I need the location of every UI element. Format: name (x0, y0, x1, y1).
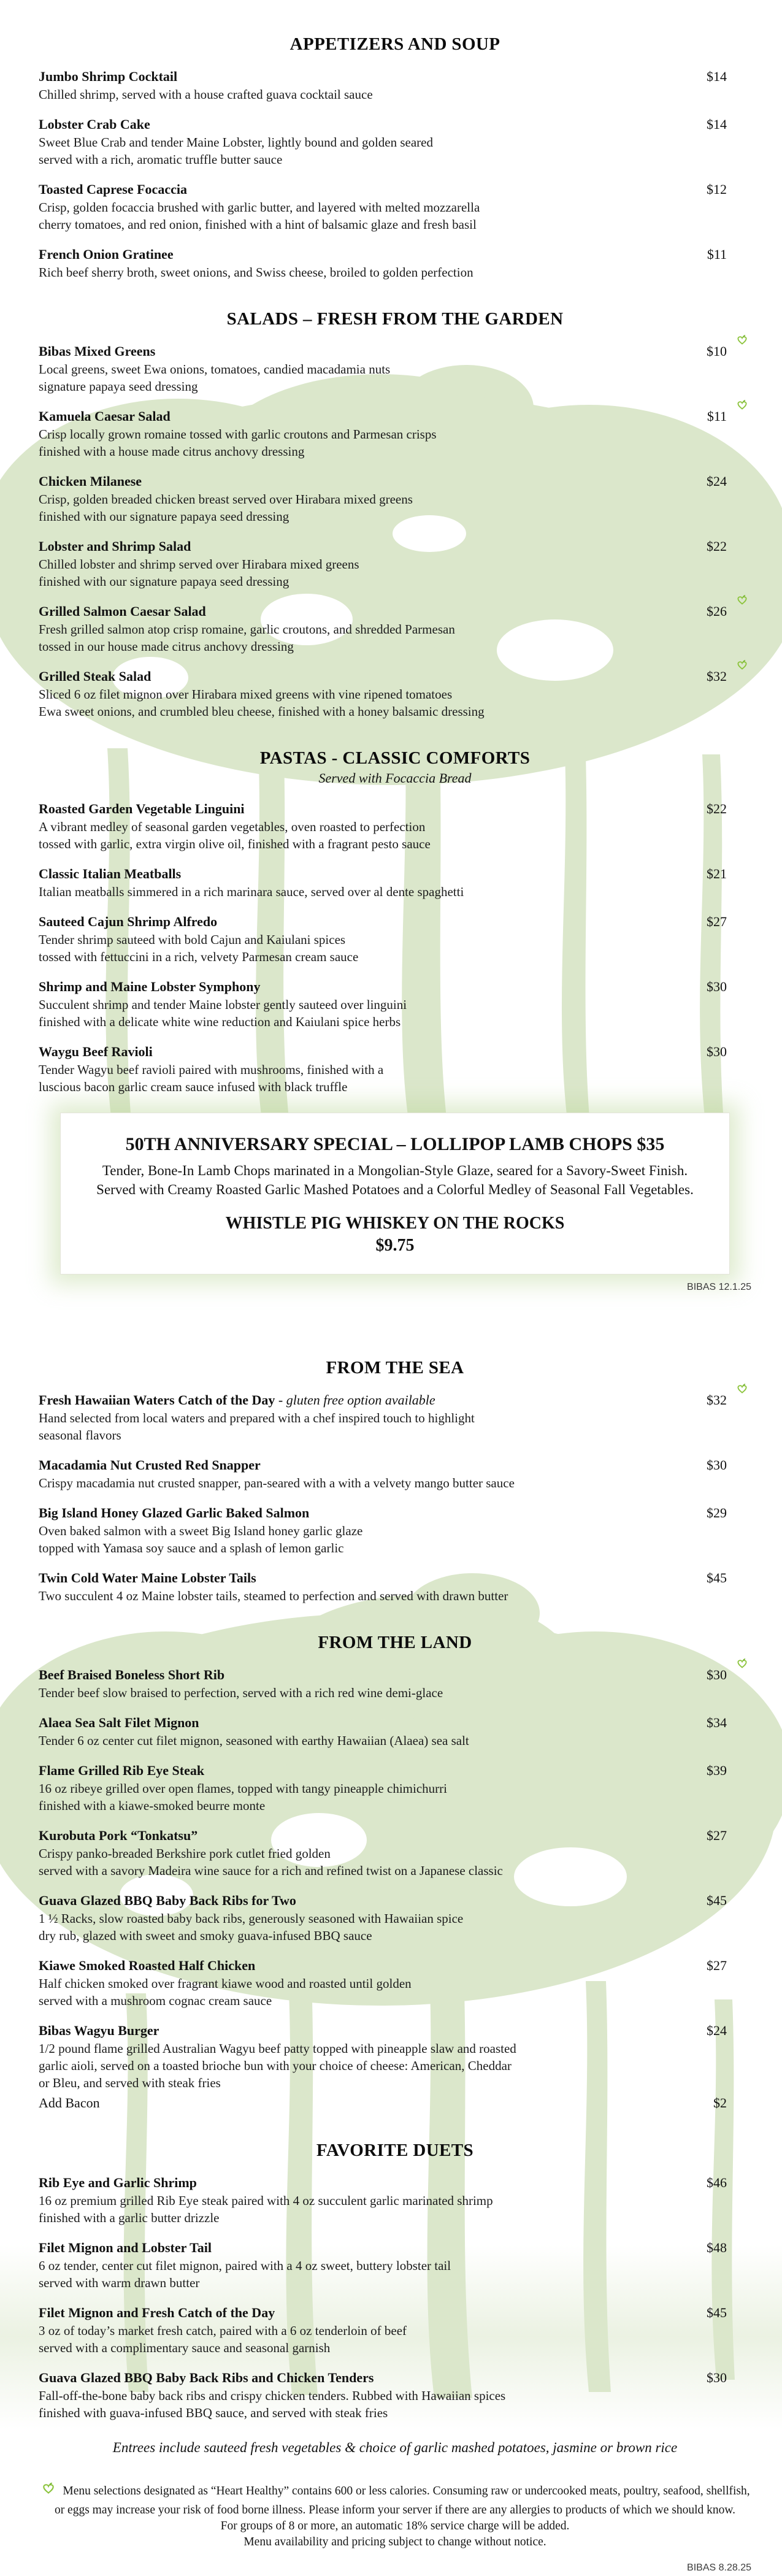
icon-slot-empty (727, 913, 751, 926)
item-name (39, 2304, 684, 2322)
menu-section (39, 1357, 751, 1604)
section-title: PASTAS - CLASSIC COMFORTS (259, 748, 531, 768)
item-row (39, 1504, 751, 1522)
menu-section (39, 747, 751, 1095)
item-description-line: served with a complimentary sauce and seasonal garnish (39, 2340, 331, 2355)
item-name-text: Bibas Mixed Greens (39, 343, 156, 359)
item-description-line: 6 oz tender, center cut filet mignon, paired with a 4 oz sweet, buttery lobster tail (39, 2258, 451, 2273)
icon-slot-empty (727, 1043, 751, 1056)
item-name (39, 1714, 684, 1732)
menu-item (39, 1957, 751, 2009)
item-row (39, 180, 751, 199)
item-description-line: served with a rich, aromatic truffle butter sauce (39, 152, 283, 167)
item-name-text: Chicken Milanese (39, 473, 142, 489)
item-description-line: or Bleu, and served with steak fries (39, 2076, 221, 2090)
item-description-line: Tender 6 oz center cut filet mignon, seasoned with earthy Hawaiian (Alaea) sea salt (39, 1733, 469, 1748)
item-description-line: signature papaya seed dressing (39, 379, 198, 394)
item-description-line: Ewa sweet onions, and crumbled bleu cheese, finished with a honey balsamic dressing (39, 704, 485, 719)
item-description-line: finished with a house made citrus anchovy dressing (39, 444, 305, 459)
item-description-line: tossed with garlic, extra virgin olive oil, finished with a fragrant pesto sauce (39, 837, 431, 851)
menu-item (39, 67, 751, 103)
item-price: $14 (707, 69, 727, 84)
item-name-text: Kurobuta Pork “Tonkatsu” (39, 1828, 198, 1843)
item-name-text: Lobster Crab Cake (39, 117, 150, 132)
menu-item (39, 1043, 751, 1095)
item-price: $27 (707, 1828, 727, 1843)
item-name-text: Roasted Garden Vegetable Linguini (39, 801, 245, 816)
item-name-text: Waygu Beef Ravioli (39, 1044, 153, 1059)
section-subtitle: Served with Focaccia Bread (318, 770, 472, 786)
item-name-text: Shrimp and Maine Lobster Symphony (39, 979, 261, 994)
item-name (39, 1569, 684, 1587)
item-name-text: Grilled Steak Salad (39, 669, 151, 684)
item-row (39, 1569, 751, 1587)
item-row (39, 865, 751, 883)
item-description-line: finished with guava-infused BBQ sauce, and served with steak fries (39, 2405, 388, 2420)
item-name (39, 67, 684, 86)
item-name (39, 1504, 684, 1522)
item-name (39, 407, 684, 426)
item-description-line: Tender shrimp sauteed with bold Cajun and Kaiulani spices (39, 932, 346, 947)
item-description-line: Hand selected from local waters and prepared with a chef inspired touch to highlight (39, 1411, 475, 1425)
item-name (39, 245, 684, 264)
menu-item (39, 1391, 751, 1444)
icon-slot-empty (727, 1827, 751, 1840)
item-description-line: finished with a kiawe-smoked beurre monte (39, 1798, 266, 1813)
item-name-text: Macadamia Nut Crusted Red Snapper (39, 1457, 261, 1473)
icon-slot-empty (727, 245, 751, 259)
disclaimer-line (39, 2480, 751, 2502)
item-price: $30 (707, 1044, 727, 1059)
item-description-line: 1 ½ Racks, slow roasted baby back ribs, generously seasoned with Hawaiian spice (39, 1911, 464, 1926)
section-title: FROM THE LAND (318, 1633, 472, 1652)
icon-slot-empty (727, 1761, 751, 1775)
item-description-line: Tender beef slow braised to perfection, served with a rich red wine demi-glace (39, 1685, 443, 1700)
menu-item (39, 2094, 751, 2112)
item-price: $2 (713, 2095, 727, 2110)
special-drink-title: WHISTLE PIG WHISKEY ON THE ROCKS (225, 1214, 565, 1233)
anniversary-special-box (60, 1113, 730, 1275)
item-price: $46 (707, 2175, 727, 2190)
menu-item (39, 2022, 751, 2091)
item-name (39, 667, 684, 686)
item-name (39, 1391, 684, 1409)
item-row (39, 1761, 751, 1780)
item-row (39, 2239, 751, 2257)
menu-item (39, 1666, 751, 1701)
item-price: $10 (707, 343, 727, 359)
icon-slot-empty (727, 2239, 751, 2252)
heart-healthy-icon (727, 342, 751, 356)
item-name (39, 2022, 684, 2040)
item-price: $32 (707, 669, 727, 684)
menu-item (39, 1892, 751, 1944)
disclaimer (39, 2480, 751, 2550)
item-description-line: Italian meatballs simmered in a rich marinara sauce, served over al dente spaghetti (39, 884, 464, 899)
item-name (39, 537, 684, 556)
item-row (39, 537, 751, 556)
item-description-line: 16 oz ribeye grilled over open flames, topped with tangy pineapple chimichurri (39, 1781, 447, 1796)
menu-item (39, 667, 751, 720)
menu-section (39, 308, 751, 720)
menu-item (39, 2174, 751, 2226)
item-description-line: seasonal flavors (39, 1428, 121, 1443)
item-description-line: dry rub, glazed with sweet and smoky guava-infused BBQ sauce (39, 1928, 372, 1943)
icon-slot-empty (727, 180, 751, 194)
heart-healthy-icon (40, 2480, 57, 2502)
menu-item (39, 1569, 751, 1604)
section-title: FAVORITE DUETS (316, 2141, 474, 2160)
item-name (39, 1957, 684, 1975)
item-price: $29 (707, 1505, 727, 1520)
special-description-line: Served with Creamy Roasted Garlic Mashed Potatoes and a Colorful Medley of Seasonal Fall Vegetables. (96, 1182, 694, 1197)
item-name-text: Guava Glazed BBQ Baby Back Ribs for Two (39, 1893, 296, 1908)
item-name (39, 1043, 684, 1061)
item-row (39, 2022, 751, 2040)
section-title: APPETIZERS AND SOUP (289, 34, 500, 54)
special-title: 50TH ANNIVERSARY SPECIAL – LOLLIPOP LAMB CHOPS $35 (125, 1134, 665, 1154)
item-description-line: 16 oz premium grilled Rib Eye steak paired with 4 oz succulent garlic marinated shrimp (39, 2193, 493, 2208)
item-name-text: Lobster and Shrimp Salad (39, 539, 191, 554)
icon-slot-empty (727, 1957, 751, 1970)
item-description-line: Local greens, sweet Ewa onions, tomatoes, candied macadamia nuts (39, 362, 391, 377)
item-name (39, 2174, 684, 2192)
item-row (39, 1391, 751, 1409)
menu-item (39, 602, 751, 655)
item-price: $34 (707, 1715, 727, 1730)
revision-note: BIBAS 8.28.25 (687, 2563, 751, 2573)
menu-item (39, 1714, 751, 1749)
item-row (39, 913, 751, 931)
item-row (39, 245, 751, 264)
item-name (39, 2094, 684, 2112)
menu-item (39, 1504, 751, 1557)
menu-item (39, 2369, 751, 2421)
menu-item (39, 913, 751, 965)
menu-item (39, 472, 751, 525)
item-row (39, 2369, 751, 2387)
item-name (39, 1761, 684, 1780)
item-description-line: 3 oz of today’s market fresh catch, paired with a 6 oz tenderloin of beef (39, 2323, 407, 2338)
item-price: $11 (707, 408, 727, 424)
item-name (39, 2239, 684, 2257)
item-name (39, 602, 684, 621)
item-description-line: cherry tomatoes, and red onion, finished with a hint of balsamic glaze and fresh basil (39, 217, 477, 232)
item-description-line: Crispy panko-breaded Berkshire pork cutlet fried golden (39, 1846, 331, 1861)
menu-item (39, 115, 751, 168)
item-row (39, 1043, 751, 1061)
menu-item (39, 1456, 751, 1492)
icon-slot-empty (727, 472, 751, 486)
icon-slot-empty (727, 1456, 751, 1470)
item-description-line: Half chicken smoked over fragrant kiawe wood and roasted until golden (39, 1976, 412, 1991)
item-row (39, 2174, 751, 2192)
item-row (39, 2304, 751, 2322)
item-row (39, 1827, 751, 1845)
item-description-line: Sliced 6 oz filet mignon over Hirabara mixed greens with vine ripened tomatoes (39, 687, 453, 702)
icon-slot-empty (727, 1714, 751, 1727)
item-description-line: Succulent shrimp and tender Maine lobster gently sauteed over linguini (39, 997, 407, 1012)
item-name-text: Grilled Salmon Caesar Salad (39, 604, 206, 619)
item-row (39, 67, 751, 86)
item-name-text: Add Bacon (39, 2095, 100, 2110)
special-drink-price: $9.75 (375, 1236, 415, 1255)
item-row (39, 1892, 751, 1910)
icon-slot-empty (727, 2304, 751, 2317)
item-description-line: tossed with fettuccini in a rich, velvety Parmesan cream sauce (39, 949, 359, 964)
menu-item (39, 537, 751, 590)
menu-item (39, 865, 751, 900)
icon-slot-empty (727, 115, 751, 129)
item-name-text: Sauteed Cajun Shrimp Alfredo (39, 914, 218, 929)
item-description-line: finished with a garlic butter drizzle (39, 2210, 220, 2225)
heart-healthy-icon (727, 1666, 751, 1679)
item-name-text: Big Island Honey Glazed Garlic Baked Salmon (39, 1505, 310, 1520)
item-description-line: Chilled shrimp, served with a house crafted guava cocktail sauce (39, 87, 373, 102)
item-description-line: served with a savory Madeira wine sauce for a rich and refined twist on a Japanese classic (39, 1863, 503, 1878)
item-name-text: Twin Cold Water Maine Lobster Tails (39, 1570, 256, 1585)
menu-item (39, 2304, 751, 2356)
item-price: $26 (707, 604, 727, 619)
menu-item (39, 800, 751, 853)
item-price: $27 (707, 914, 727, 929)
item-name-text: Toasted Caprese Focaccia (39, 182, 187, 197)
item-description-line: Sweet Blue Crab and tender Maine Lobster, lightly bound and golden seared (39, 135, 433, 150)
menu-item (39, 245, 751, 281)
item-name-text: Bibas Wagyu Burger (39, 2023, 159, 2038)
icon-slot-empty (727, 865, 751, 878)
item-name-text: Rib Eye and Garlic Shrimp (39, 2175, 197, 2190)
menu-section (39, 33, 751, 281)
item-description-line: Rich beef sherry broth, sweet onions, and Swiss cheese, broiled to golden perfection (39, 265, 473, 280)
icon-slot-empty (727, 537, 751, 551)
entrees-note: Entrees include sauteed fresh vegetables & choice of garlic mashed potatoes, jasmine or brown rice (112, 2440, 678, 2455)
heart-healthy-icon (727, 602, 751, 616)
item-description-line: 1/2 pound flame grilled Australian Wagyu beef patty topped with pineapple slaw and roasted (39, 2041, 516, 2056)
item-price: $27 (707, 1958, 727, 1973)
heart-healthy-icon (727, 407, 751, 421)
item-description-line: Tender Wagyu beef ravioli paired with mushrooms, finished with a (39, 1062, 384, 1077)
item-row (39, 342, 751, 361)
item-name (39, 1827, 684, 1845)
revision-note: BIBAS 12.1.25 (687, 1282, 751, 1292)
item-description-line: garlic aioli, served on a toasted brioche bun with your choice of cheese: American, Cheddar (39, 2058, 512, 2073)
item-description-line: served with a mushroom cognac cream sauce (39, 1993, 272, 2008)
item-name-text: Beef Braised Boneless Short Rib (39, 1667, 225, 1682)
item-name (39, 978, 684, 996)
item-price: $30 (707, 1667, 727, 1682)
item-name-text: Filet Mignon and Lobster Tail (39, 2240, 212, 2255)
item-price: $45 (707, 1893, 727, 1908)
item-price: $48 (707, 2240, 727, 2255)
item-name-text: French Onion Gratinee (39, 247, 174, 262)
item-row (39, 602, 751, 621)
item-description-line: Crisp, golden focaccia brushed with garlic butter, and layered with melted mozzarella (39, 200, 480, 215)
disclaimer-line: For groups of 8 or more, an automatic 18% service charge will be added. (220, 2520, 570, 2532)
item-description-line: Crispy macadamia nut crusted snapper, pan-seared with a with a velvety mango butter sauce (39, 1476, 515, 1490)
item-row (39, 1456, 751, 1474)
item-name-text: Alaea Sea Salt Filet Mignon (39, 1715, 199, 1730)
item-description-line: A vibrant medley of seasonal garden vegetables, oven roasted to perfection (39, 819, 426, 834)
icon-slot-empty (727, 2174, 751, 2187)
item-price: $45 (707, 1570, 727, 1585)
item-name-text: Guava Glazed BBQ Baby Back Ribs and Chicken Tenders (39, 2370, 374, 2385)
item-name (39, 2369, 684, 2387)
menu-section (39, 1631, 751, 2112)
heart-healthy-icon (727, 667, 751, 681)
item-price: $39 (707, 1763, 727, 1778)
item-name (39, 342, 684, 361)
special-description-line: Tender, Bone-In Lamb Chops marinated in a Mongolian-Style Glaze, seared for a Savory-Sweet Finish. (102, 1163, 688, 1178)
item-name (39, 913, 684, 931)
item-description-line: Chilled lobster and shrimp served over Hirabara mixed greens (39, 557, 359, 572)
item-description-line: served with warm drawn butter (39, 2275, 200, 2290)
icon-slot-empty (727, 2022, 751, 2035)
item-description-line: Crisp locally grown romaine tossed with garlic croutons and Parmesan crisps (39, 427, 437, 442)
icon-slot-empty (727, 1569, 751, 1582)
item-name-text: Flame Grilled Rib Eye Steak (39, 1763, 205, 1778)
item-price: $24 (707, 473, 727, 489)
item-row (39, 1666, 751, 1684)
item-name-text: Kamuela Caesar Salad (39, 408, 171, 424)
item-row (39, 800, 751, 818)
icon-slot-empty (727, 2094, 751, 2107)
menu-sections-bottom (39, 1357, 751, 2421)
item-row (39, 1714, 751, 1732)
item-description-line: Fall-off-the-bone baby back ribs and crispy chicken tenders. Rubbed with Hawaiian spices (39, 2388, 506, 2403)
menu-sections-top (39, 33, 751, 1095)
item-price: $45 (707, 2305, 727, 2320)
menu-item (39, 2239, 751, 2291)
item-row (39, 2094, 751, 2112)
item-price: $11 (707, 247, 727, 262)
item-description-line: Crisp, golden breaded chicken breast served over Hirabara mixed greens (39, 492, 413, 507)
item-name (39, 115, 684, 134)
item-price: $24 (707, 2023, 727, 2038)
item-row (39, 1957, 751, 1975)
icon-slot-empty (727, 67, 751, 81)
disclaimer-line: or eggs may increase your risk of food borne illness. Please inform your server if there are any allergies to products of which we should know. (54, 2504, 736, 2517)
item-price: $14 (707, 117, 727, 132)
item-name-text: Filet Mignon and Fresh Catch of the Day (39, 2305, 275, 2320)
item-name-text: Jumbo Shrimp Cocktail (39, 69, 178, 84)
item-price: $30 (707, 979, 727, 994)
item-description-line: tossed in our house made citrus anchovy dressing (39, 639, 294, 654)
item-description-line: topped with Yamasa soy sauce and a splash of lemon garlic (39, 1541, 344, 1555)
item-description-line: finished with our signature papaya seed dressing (39, 509, 289, 524)
section-title: SALADS – FRESH FROM THE GARDEN (226, 309, 564, 329)
item-price: $22 (707, 539, 727, 554)
item-description-line: finished with a delicate white wine reduction and Kaiulani spice herbs (39, 1014, 401, 1029)
item-row (39, 978, 751, 996)
item-name (39, 180, 684, 199)
item-row (39, 472, 751, 491)
item-name-suffix: - gluten free option available (275, 1392, 435, 1408)
item-price: $30 (707, 1457, 727, 1473)
item-description-line: finished with our signature papaya seed dressing (39, 574, 289, 589)
item-name (39, 1666, 684, 1684)
item-row (39, 667, 751, 686)
icon-slot-empty (727, 978, 751, 991)
heart-healthy-icon (727, 1391, 751, 1405)
item-row (39, 407, 751, 426)
item-name-text: Classic Italian Meatballs (39, 866, 182, 881)
item-name (39, 865, 684, 883)
icon-slot-empty (727, 1504, 751, 1517)
item-row (39, 115, 751, 134)
anniversary-special-wrap (39, 1113, 751, 1275)
icon-slot-empty (727, 2369, 751, 2382)
menu-item (39, 180, 751, 233)
menu-item (39, 1827, 751, 1879)
item-name-text: Fresh Hawaiian Waters Catch of the Day (39, 1392, 275, 1408)
item-name (39, 800, 684, 818)
item-name-text: Kiawe Smoked Roasted Half Chicken (39, 1958, 256, 1973)
item-description-line: Two succulent 4 oz Maine lobster tails, steamed to perfection and served with drawn butter (39, 1589, 508, 1603)
icon-slot-empty (727, 1892, 751, 1905)
item-price: $32 (707, 1392, 727, 1408)
item-price: $22 (707, 801, 727, 816)
section-title: FROM THE SEA (326, 1358, 464, 1378)
item-price: $21 (707, 866, 727, 881)
item-price: $12 (707, 182, 727, 197)
menu-section (39, 2139, 751, 2421)
menu-item (39, 407, 751, 460)
item-description-line: Oven baked salmon with a sweet Big Island honey garlic glaze (39, 1524, 363, 1538)
item-name (39, 472, 684, 491)
item-description-line: Fresh grilled salmon atop crisp romaine, garlic croutons, and shredded Parmesan (39, 622, 455, 637)
menu-item (39, 342, 751, 395)
disclaimer-text: Menu selections designated as “Heart Healthy” contains 600 or less calories. Consuming raw or undercooked meats, poultry, seafood, shellfish, (63, 2485, 750, 2497)
item-name (39, 1892, 684, 1910)
icon-slot-empty (727, 800, 751, 813)
menu-item (39, 1761, 751, 1814)
item-name (39, 1456, 684, 1474)
item-description-line: luscious bacon garlic cream sauce infused with black truffle (39, 1079, 348, 1094)
menu-item (39, 978, 751, 1030)
disclaimer-line: Menu availability and pricing subject to change without notice. (243, 2536, 546, 2548)
item-price: $30 (707, 2370, 727, 2385)
